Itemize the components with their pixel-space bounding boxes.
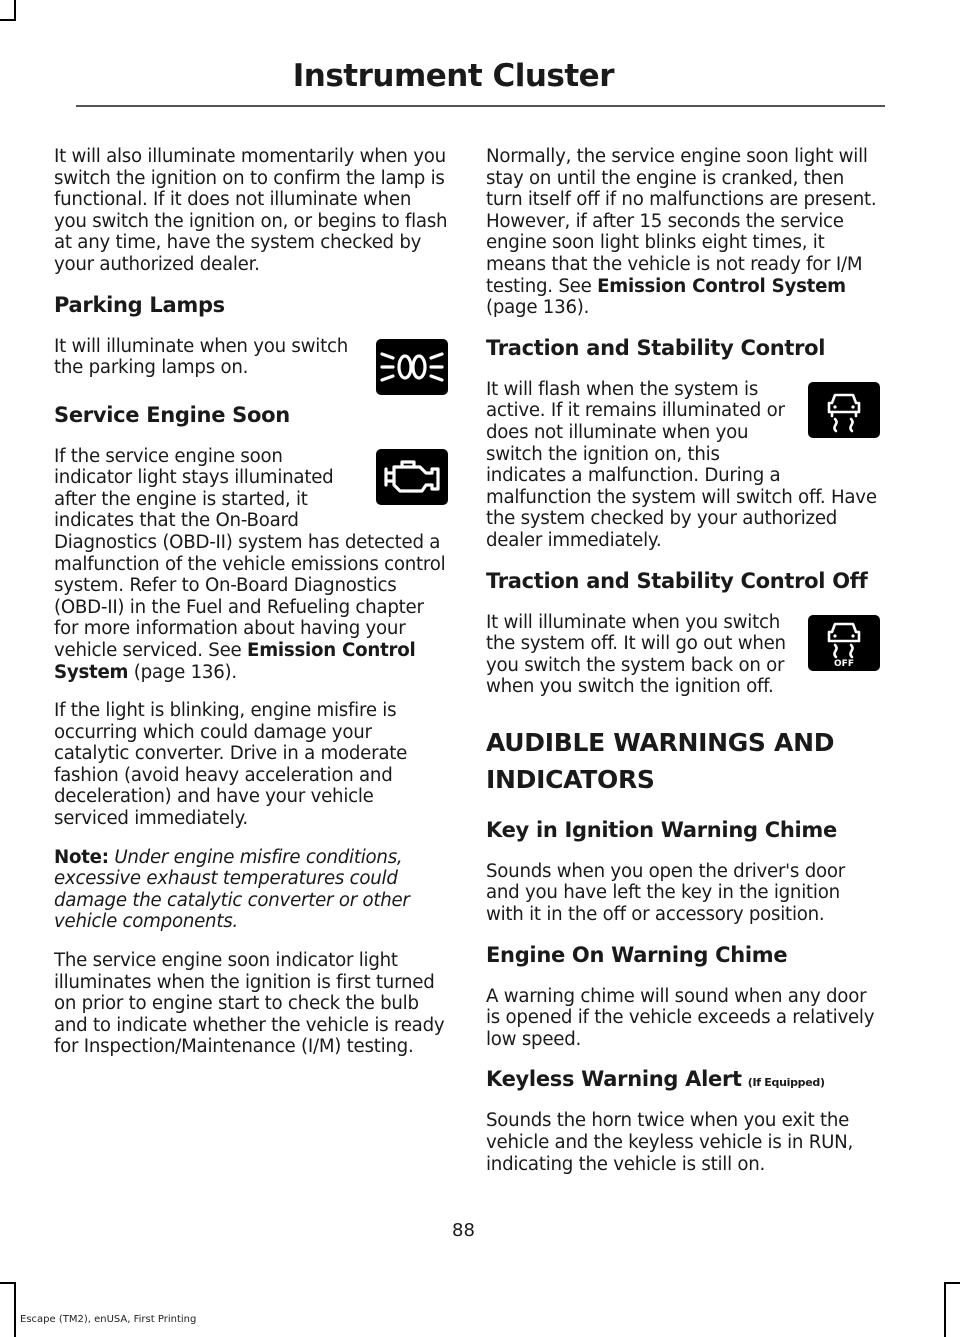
traction-control-heading: Traction and Stability Control: [486, 335, 826, 360]
key-ignition-text: Sounds when you open the driver's door and you have left the key in the ignition with it in the off or accessory position.: [486, 860, 845, 926]
ses-page-ref: (page 136).: [128, 661, 237, 683]
keyless-warning-text: Sounds the horn twice when you exit the vehicle and the keyless vehicle is in RUN, indicating the vehicle is still on.: [486, 1110, 854, 1175]
left-column: [54, 146, 448, 1075]
header-divider: [76, 105, 885, 107]
crop-mark: [0, 19, 16, 21]
key-ignition-heading: Key in Ignition Warning Chime: [486, 817, 837, 842]
normally-body: Normally, the service engine soon light will stay on until the engine is cranked, then turn itself off if no malfunctions are present. However, if after 15 seconds the service engine soon light blinks eight times, it means that the vehicle is not ready for I/M testing. See: [486, 146, 877, 297]
crop-mark: [14, 0, 16, 20]
parking-lamps-text: It will illuminate when you switch the parking lamps on.: [54, 335, 348, 379]
right-column: [486, 146, 880, 1192]
page-title: Instrument Cluster: [292, 58, 614, 94]
engine-on-text: A warning chime will sound when any door is opened if the vehicle exceeds a relatively low speed.: [486, 985, 875, 1050]
service-engine-heading: Service Engine Soon: [54, 402, 290, 427]
crop-mark: [944, 1282, 946, 1337]
ses-body: If the service engine soon indicator light stays illuminated after the engine is started, it indicates that the On-Board Diagnostics (OBD-II) system has detected a malfunction of the vehicle emissions control system. Refer to On-Board Diagnostics (OBD-II) in the Fuel and Refueling chapter for more information about having your vehicle serviced. See: [54, 445, 446, 661]
if-equipped-tag: (If Equipped): [747, 1076, 825, 1090]
normally-page-ref: (page 136).: [486, 297, 590, 319]
engine-on-heading: Engine On Warning Chime: [486, 942, 788, 967]
crop-mark: [14, 1282, 16, 1337]
traction-control-off-icon: [808, 615, 880, 671]
printing-footer: Escape (TM2), enUSA, First Printing: [20, 1314, 197, 1325]
note-paragraph: [54, 847, 448, 933]
keyless-heading-text: Keyless Warning Alert: [486, 1067, 742, 1092]
crop-mark: [0, 1282, 16, 1284]
check-engine-icon: [376, 449, 448, 505]
intro-paragraph: It will also illuminate momentarily when you switch the ignition on to confirm the lamp is functional. If it does not illuminate when you switch the ignition on, or begins to flash at any time, have the system checked by your authorized dealer.: [54, 146, 448, 275]
ses-cross-ref-link[interactable]: Emission Control System: [54, 639, 416, 683]
normally-cross-ref-link[interactable]: Emission Control System: [597, 275, 846, 297]
parking-lamps-heading: Parking Lamps: [54, 292, 225, 317]
normally-paragraph: [486, 146, 880, 319]
off-label: OFF: [834, 658, 854, 667]
ses-check-paragraph: The service engine soon indicator light illuminates when the ignition is first turned on prior to engine start to check the bulb and to indicate whether the vehicle is ready for Inspection/Maintenance (I/M) testing.: [54, 950, 445, 1058]
traction-control-text: It will flash when the system is active. If it remains illuminated or does not illuminate when you switch the ignition on, this indicates a malfunction. During a malfunction the system will switch off. Have the system checked by your authorized dealer immediately.: [486, 378, 877, 551]
note-text: Under engine misfire conditions, excessive exhaust temperatures could damage the catalytic converter or other vehicle components.: [54, 846, 410, 933]
page-number: 88: [452, 1220, 475, 1241]
traction-control-off-heading: Traction and Stability Control Off: [486, 568, 868, 593]
audible-warnings-heading: AUDIBLE WARNINGS AND INDICATORS: [486, 727, 835, 794]
note-label: Note:: [54, 846, 109, 868]
keyless-warning-heading: [486, 1067, 880, 1091]
blink-paragraph: If the light is blinking, engine misfire is occurring which could damage your catalytic converter. Drive in a moderate fashion (avoid heavy acceleration and deceleration) and have your vehicle serviced immediately.: [54, 700, 408, 830]
traction-control-off-text: It will illuminate when you switch the system off. It will go out when you switch the system back on or when you switch the ignition off.: [486, 611, 786, 698]
traction-control-icon: [808, 382, 880, 438]
parking-lamps-icon: [376, 339, 448, 395]
crop-mark: [944, 1282, 960, 1284]
